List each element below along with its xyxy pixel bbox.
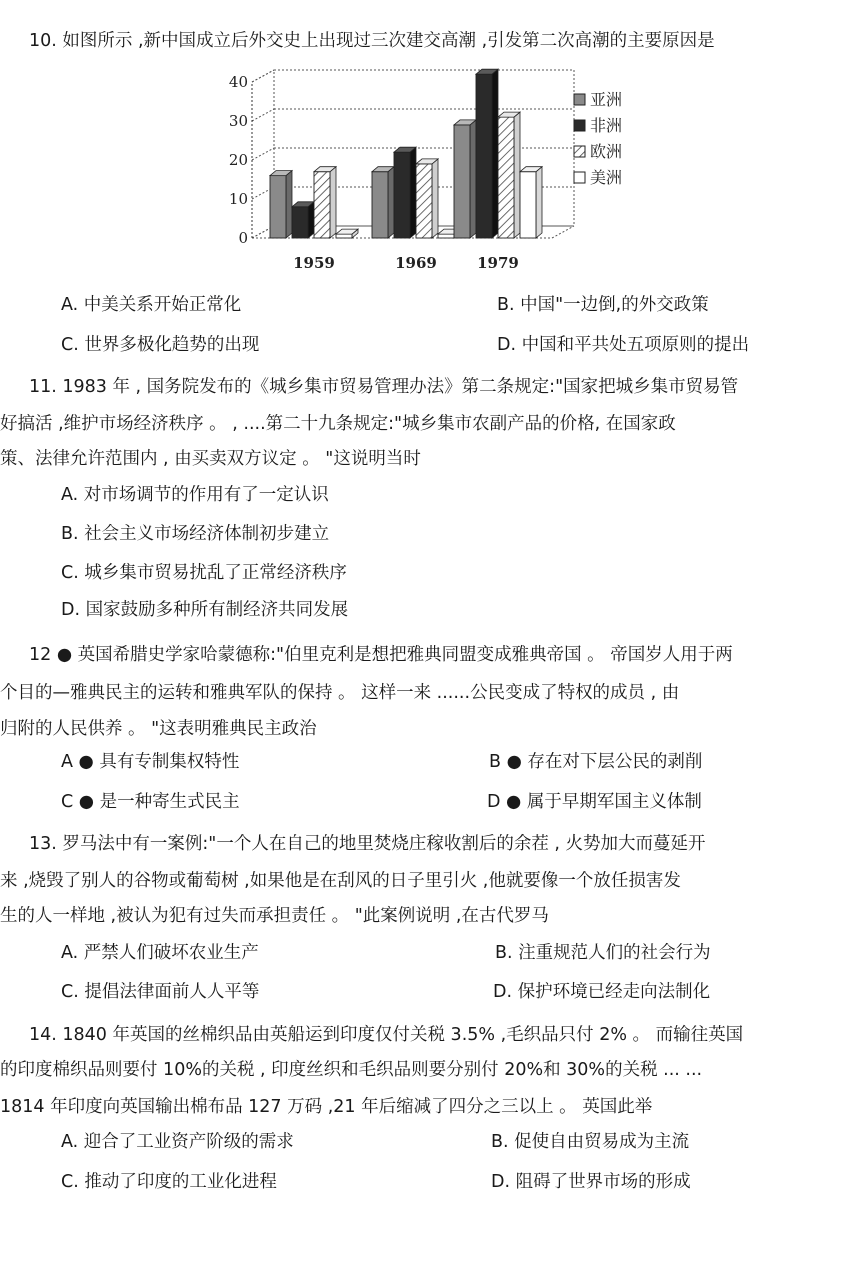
gridline-depth xyxy=(252,70,274,82)
bar xyxy=(292,207,308,238)
bar-side xyxy=(308,202,314,238)
x-tick-label: 1959 xyxy=(293,254,335,272)
bar-side xyxy=(286,171,292,238)
y-tick-label: 10 xyxy=(228,190,248,208)
q12-stem-line-2: 个目的—雅典民主的运转和雅典军队的保持 。 这样一来 ......公民变成了特权的成员 , 由 xyxy=(0,683,680,703)
chart-svg xyxy=(222,64,652,276)
q11-stem-line-1: 11. 1983 年 , 国务院发布的《城乡集市贸易管理办法》第二条规定:"国家把城乡集市贸易管 xyxy=(29,377,739,397)
q12-stem-line-3: 归附的人民供养 。 "这表明雅典民主政治 xyxy=(0,719,317,739)
q10-option-d[interactable]: D. 中国和平共处五项原则的提出 xyxy=(497,335,750,355)
q13-stem-line-3: 生的人一样地 ,被认为犯有过失而承担责任 。 "此案例说明 ,在古代罗马 xyxy=(0,906,549,926)
bar xyxy=(498,117,514,238)
q14-option-a[interactable]: A. 迎合了工业资产阶级的需求 xyxy=(61,1132,294,1152)
q13-option-b[interactable]: B. 注重规范人们的社会行为 xyxy=(495,943,711,963)
gridline-depth xyxy=(252,109,274,121)
y-tick-label: 20 xyxy=(228,151,248,169)
bar-side xyxy=(410,147,416,238)
y-tick-label: 40 xyxy=(228,73,248,91)
x-tick-label: 1979 xyxy=(477,254,519,272)
q10-option-a[interactable]: A. 中美关系开始正常化 xyxy=(61,295,242,315)
q13-option-d[interactable]: D. 保护环境已经走向法制化 xyxy=(493,982,711,1002)
legend-swatch xyxy=(574,120,585,131)
q12-option-c[interactable]: C ● 是一种寄生式民主 xyxy=(61,792,240,812)
x-tick-label: 1969 xyxy=(395,254,437,272)
bar xyxy=(438,234,454,238)
bar xyxy=(454,125,470,238)
q13-option-a[interactable]: A. 严禁人们破坏农业生产 xyxy=(61,943,259,963)
q14-option-b[interactable]: B. 促使自由贸易成为主流 xyxy=(491,1132,690,1152)
q12-option-d[interactable]: D ● 属于早期军国主义体制 xyxy=(487,792,702,812)
bar-side xyxy=(330,167,336,238)
bar-side xyxy=(536,167,542,238)
legend-swatch xyxy=(574,146,585,157)
q10-option-b[interactable]: B. 中国"一边倒,的外交政策 xyxy=(497,295,709,315)
bar xyxy=(520,172,536,238)
q12-option-a[interactable]: A ● 具有专制集权特性 xyxy=(61,752,240,772)
q13-option-c[interactable]: C. 提倡法律面前人人平等 xyxy=(61,982,260,1002)
q14-stem-line-3: 1814 年印度向英国输出棉布品 127 万码 ,21 年后缩减了四分之三以上 。 英国此举 xyxy=(0,1097,653,1117)
legend-label: 欧洲 xyxy=(590,142,623,161)
bar xyxy=(394,152,410,238)
q11-stem-line-2: 好搞活 ,维护市场经济秩序 。 , ....第二十九条规定:"城乡集市农副产品的价格, 在国家政 xyxy=(0,414,676,434)
y-tick-label: 30 xyxy=(228,112,248,130)
bar-side xyxy=(470,120,476,238)
q14-stem-line-1: 14. 1840 年英国的丝棉织品由英船运到印度仅付关税 3.5% ,毛织品只付 2% 。 而输往英国 xyxy=(29,1025,744,1045)
diplomatic-relations-chart xyxy=(222,64,652,276)
chart-floor-edge xyxy=(552,226,574,238)
q14-option-d[interactable]: D. 阻碍了世界市场的形成 xyxy=(491,1172,691,1192)
bar-side xyxy=(514,112,520,238)
q11-option-a[interactable]: A. 对市场调节的作用有了一定认识 xyxy=(61,485,329,505)
q11-option-c[interactable]: C. 城乡集市贸易扰乱了正常经济秩序 xyxy=(61,563,347,583)
q12-option-b[interactable]: B ● 存在对下层公民的剥削 xyxy=(489,752,703,772)
bar xyxy=(372,172,388,238)
q10-option-c[interactable]: C. 世界多极化趋势的出现 xyxy=(61,335,260,355)
legend-label: 亚洲 xyxy=(590,90,623,109)
q10-stem: 10. 如图所示 ,新中国成立后外交史上出现过三次建交高潮 ,引发第二次高潮的主要原因是 xyxy=(29,31,715,51)
q13-stem-line-1: 13. 罗马法中有一案例:"一个人在自己的地里焚烧庄稼收割后的余茬 , 火势加大而蔓延开 xyxy=(29,834,706,854)
bar-side xyxy=(492,69,498,238)
q14-stem-line-2: 的印度棉织品则要付 10%的关税 , 印度丝织和毛织品则要分别付 20%和 30%的关税 ... ... xyxy=(0,1060,703,1080)
q14-option-c[interactable]: C. 推动了印度的工业化进程 xyxy=(61,1172,277,1192)
bar-side xyxy=(432,159,438,238)
legend-label: 美洲 xyxy=(590,168,623,187)
bar xyxy=(314,172,330,238)
q11-option-d[interactable]: D. 国家鼓励多种所有制经济共同发展 xyxy=(61,600,349,620)
y-tick-label: 0 xyxy=(238,229,248,247)
legend-swatch xyxy=(574,172,585,183)
legend-label: 非洲 xyxy=(590,116,623,135)
q12-stem-line-1: 12 ● 英国希腊史学家哈蒙德称:"伯里克利是想把雅典同盟变成雅典帝国 。 帝国岁人用于两 xyxy=(29,645,733,665)
bar xyxy=(336,234,352,238)
bar xyxy=(476,74,492,238)
q13-stem-line-2: 来 ,烧毁了别人的谷物或葡萄树 ,如果他是在刮风的日子里引火 ,他就要像一个放任损害发 xyxy=(0,871,681,891)
q11-option-b[interactable]: B. 社会主义市场经济体制初步建立 xyxy=(61,524,330,544)
bar-side xyxy=(388,167,394,238)
bar xyxy=(270,176,286,238)
legend-swatch xyxy=(574,94,585,105)
bar xyxy=(416,164,432,238)
gridline-depth xyxy=(252,148,274,160)
q11-stem-line-3: 策、法律允许范围内 , 由买卖双方议定 。 "这说明当时 xyxy=(0,449,421,469)
